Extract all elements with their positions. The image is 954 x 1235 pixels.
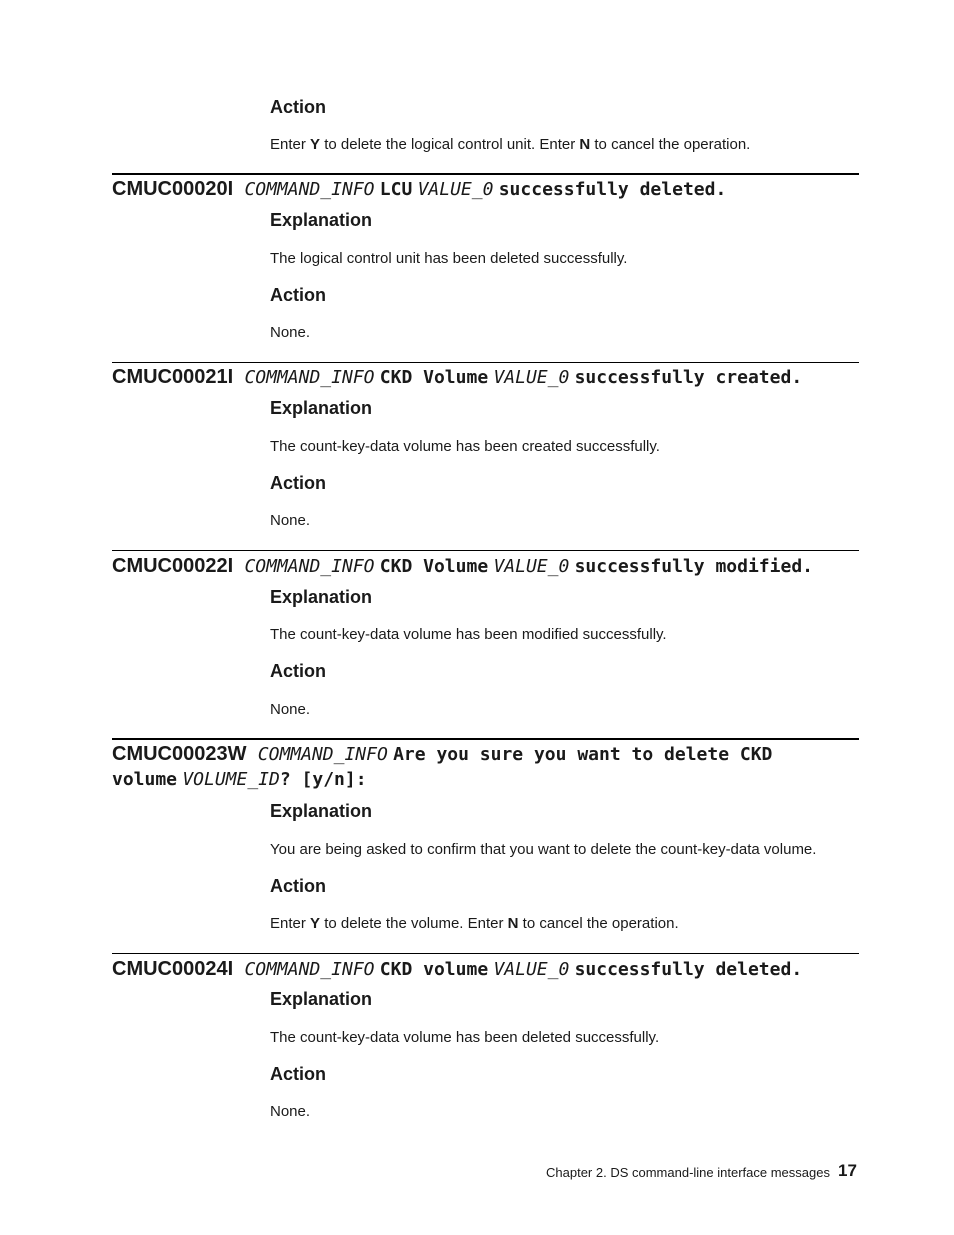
action-text: None. [270, 701, 311, 718]
message-title [112, 956, 872, 983]
explanation-heading: Explanation [270, 801, 373, 821]
message-literal: successfully deleted. [498, 179, 727, 200]
message-literal: successfully created. [574, 367, 803, 388]
message-variable: COMMAND_INFO [257, 744, 388, 765]
action-heading: Action [270, 876, 326, 896]
message-variable: VALUE_0 [417, 179, 494, 200]
message-literal: CKD Volume [379, 367, 489, 388]
message-title-continuation [112, 767, 872, 793]
text-run: to delete the logical control unit. Enter [320, 136, 580, 153]
action-text: None. [270, 512, 311, 529]
action-heading: Action [270, 285, 326, 305]
explanation-text: The logical control unit has been deleted successfully. [270, 250, 628, 267]
action-heading: Action [270, 661, 326, 681]
message-literal: Are you sure you want to delete CKD [393, 744, 773, 765]
action-text: None. [270, 1103, 311, 1120]
message-variable: COMMAND_INFO [244, 367, 375, 388]
message-divider [112, 953, 859, 954]
message-id: CMUC00024I [112, 958, 234, 980]
message-id: CMUC00021I [112, 366, 234, 388]
message-literal: CKD volume [379, 959, 489, 980]
explanation-heading: Explanation [270, 210, 373, 230]
message-id: CMUC00022I [112, 555, 234, 577]
message-id: CMUC00023W [112, 743, 247, 765]
explanation-heading: Explanation [270, 587, 373, 607]
explanation-text: The count-key-data volume has been deleted successfully. [270, 1029, 660, 1046]
key-n: N [507, 915, 519, 932]
message-title [112, 176, 872, 203]
explanation-heading: Explanation [270, 989, 373, 1009]
message-divider [112, 362, 859, 363]
text-run: to delete the volume. Enter [320, 915, 508, 932]
message-variable: VALUE_0 [493, 367, 570, 388]
message-variable: COMMAND_INFO [244, 556, 375, 577]
message-literal: LCU [379, 179, 413, 200]
message-divider [112, 173, 859, 175]
key-y: Y [310, 915, 321, 932]
key-y: Y [310, 136, 321, 153]
action-text: None. [270, 324, 311, 341]
explanation-text: You are being asked to confirm that you want to delete the count-key-data volume. [270, 841, 817, 858]
message-literal: successfully modified. [574, 556, 813, 577]
key-n: N [579, 136, 591, 153]
message-literal: ? [y/n]: [279, 769, 367, 790]
message-variable: COMMAND_INFO [244, 179, 375, 200]
message-literal: volume [112, 769, 178, 790]
message-id: CMUC00020I [112, 178, 234, 200]
text-run: to cancel the operation. [518, 915, 679, 932]
message-variable: VOLUME_ID [182, 769, 280, 790]
intro-action-heading: Action [270, 97, 326, 117]
message-title [112, 741, 872, 768]
explanation-text: The count-key-data volume has been modified successfully. [270, 626, 667, 643]
message-divider [112, 550, 859, 551]
message-title [112, 553, 872, 580]
message-variable: VALUE_0 [493, 959, 570, 980]
text-run: Enter [270, 136, 311, 153]
text-run: to cancel the operation. [590, 136, 751, 153]
action-heading: Action [270, 473, 326, 493]
explanation-text: The count-key-data volume has been created successfully. [270, 438, 660, 455]
text-run: Enter [270, 915, 311, 932]
action-heading: Action [270, 1064, 326, 1084]
message-variable: COMMAND_INFO [244, 959, 375, 980]
message-title [112, 364, 872, 391]
intro-action-text [270, 136, 750, 154]
action-text [270, 915, 679, 933]
footer-chapter: Chapter 2. DS command-line interface messages [546, 1165, 830, 1180]
message-divider [112, 738, 859, 740]
message-variable: VALUE_0 [493, 556, 570, 577]
message-literal: successfully deleted. [574, 959, 803, 980]
explanation-heading: Explanation [270, 398, 373, 418]
page-number: 17 [838, 1161, 857, 1180]
message-literal: CKD Volume [379, 556, 489, 577]
